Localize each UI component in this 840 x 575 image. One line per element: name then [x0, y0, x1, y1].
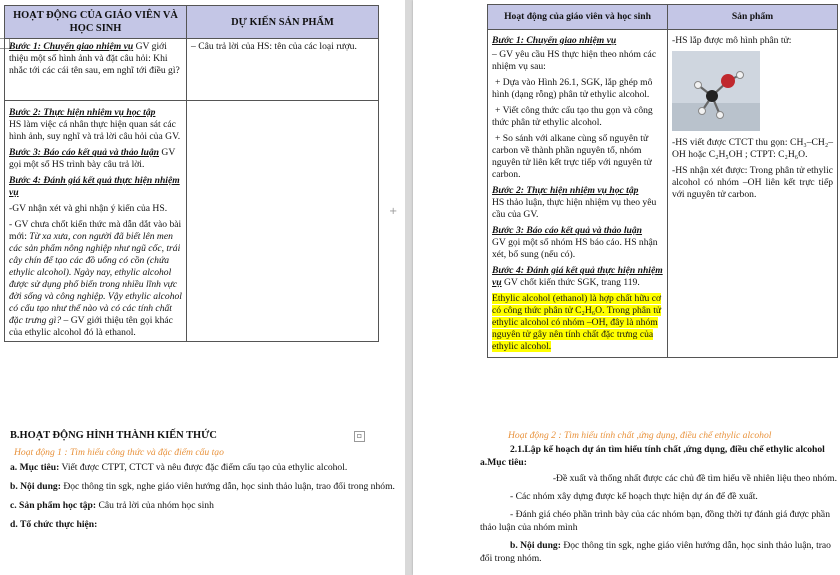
r-step4-text: GV chốt kiến thức SGK, trang 119.: [501, 276, 640, 288]
ethanol-molecule-model-image: [672, 51, 760, 131]
r-step1-p2: + Dựa vào Hình 26.1, SGK, lắp ghép mô hình (dạng rỗng) phân tử ethylic alcohol.: [492, 76, 653, 100]
step4-title: Bước 4: Đánh giá kết quả thực hiện nhiệm vụ: [9, 174, 180, 198]
step4-intro-italic: Từ xa xưa, con người đã biết lên men các sản phẩm nông nghiệp như ngũ cốc, trái cây chín để tạo các đồ uống có cồn (chứa ethylic alcohol). Ngày nay, ethylic alcohol được sử dụng phổ biến trong nhiều lĩnh vực đời sống và công nghiệp. Vậy ethylic alcohol có cấu tạo như thế nào và có các tính chất đặc trưng gì? –: [9, 230, 182, 326]
step4-feedback: -GV nhận xét và ghi nhận ý kiến của HS.: [9, 202, 168, 214]
r-step1-p1: – GV yêu cầu HS thực hiện theo nhóm các nhiệm vụ sau:: [492, 48, 657, 72]
objective-text: Viết được CTPT, CTCT và nêu được đặc điểm cấu tạo của ethylic alcohol.: [59, 462, 348, 473]
activity2-title: Hoạt động 2 : Tìm hiểu tính chất ,ứng dụng, điều chế ethylic alcohol: [508, 430, 772, 441]
ethanol-summary-highlight: Ethylic alcohol (ethanol) là hợp chất hữu cơ có công thức phân tử C₂H₆O. Trong phân tử ethylic alcohol có nhóm –OH, đây là nhóm nguyên tử gây nên tính chất đặc trưng của ethylic alcohol.: [492, 292, 662, 352]
section-heading: B.HOẠT ĐỘNG HÌNH THÀNH KIẾN THỨC: [10, 430, 217, 441]
steps-2-4-cell: [5, 101, 187, 342]
product-label: c. Sản phẩm học tập:: [10, 499, 97, 511]
objectives-block: [0, 462, 395, 536]
r-step2-title: Bước 2: Thực hiện nhiệm vụ học tập: [492, 184, 639, 196]
r-step3-title: Bước 3: Báo cáo kết quả và thảo luận: [492, 224, 643, 236]
content-text: Đọc thông tin sgk, nghe giáo viên hướng dẫn, học sinh thảo luận, trao đổi trong nhóm.: [60, 480, 395, 492]
activity1-title: Hoạt động 1 : Tìm hiểu công thức và đặc điểm cấu tạo: [14, 447, 224, 458]
step4-tail: GV giới thiệu tên gọi khác của ethylic alcohol đó là ethanol.: [9, 314, 173, 338]
document-page-left: [0, 0, 405, 575]
right-steps-cell: [488, 30, 668, 358]
prod-observation: -HS nhận xét được: Trong phân tử ethylic alcohol có nhóm –OH liên kết trực tiếp với nguyên tử carbon.: [672, 164, 833, 200]
table-header-product: Sản phẩm: [668, 5, 838, 30]
step1-text: GV giới thiệu một số hình ảnh và đặt câu hỏi: Khi nhắc tới các cái tên sau, em nghĩ tới điều gì?: [9, 41, 180, 76]
prod-formula: -HS viết được CTCT thu gọn: CH₃–CH₂–OH hoặc C₂H₅OH ; CTPT: C₂H₆O.: [672, 136, 833, 160]
plan-content-text: Đọc thông tin sgk, nghe giáo viên hướng dẫn, học sinh thảo luận, trao đổi trong nhóm.: [480, 539, 831, 564]
steps-2-4-product-cell: [187, 101, 379, 342]
activity-table-right: [487, 4, 838, 358]
step1-product-cell: – Câu trả lời của HS: tên của các loại rượu.: [187, 39, 379, 101]
table-header-expected-product: DỰ KIẾN SẢN PHẨM: [187, 6, 379, 39]
activity-table-left: [4, 5, 379, 342]
right-product-cell: [668, 30, 838, 358]
prod-model: -HS lắp được mô hình phân tử:: [672, 35, 792, 46]
plan-content-label: b. Nội dung:: [510, 539, 561, 551]
step1-title: Bước 1: Chuyển giao nhiệm vụ: [9, 41, 134, 52]
plan-block: [480, 444, 837, 570]
r-step2-text: HS thảo luận, thực hiện nhiệm vụ theo yêu cầu của GV.: [492, 196, 657, 220]
plan-objective-2: - Các nhóm xây dựng được kế hoạch thực hiện dự án để đề xuất.: [510, 490, 758, 502]
r-step3-text: GV gọi một số nhóm HS báo cáo. HS nhận xét, bổ sung (nếu có).: [492, 236, 658, 260]
r-step1-title: Bước 1: Chuyển giao nhiệm vụ: [492, 35, 617, 46]
step2-title: Bước 2: Thực hiện nhiệm vụ học tập: [9, 107, 156, 118]
step3-text: GV gọi một số HS trình bày câu trả lời.: [9, 146, 176, 170]
product-text: Câu trả lời của nhóm học sinh: [96, 499, 214, 511]
table-header-teacher-student: HOẠT ĐỘNG CỦA GIÁO VIÊN VÀ HỌC SINH: [5, 6, 187, 39]
step2-text: HS làm việc cá nhân thực hiện quan sát các hình ảnh, suy nghĩ và trả lời câu hỏi của GV.: [9, 118, 181, 142]
plan-objective-1: -Đề xuất và thống nhất được các chủ đề tìm hiểu về nhiên liệu theo nhóm.: [552, 472, 837, 484]
step1-cell: [5, 39, 187, 101]
r-step1-p3: + Viết công thức cấu tạo thu gọn và công thức phân tử ethylic alcohol.: [492, 104, 653, 128]
organization-label: d. Tổ chức thực hiện:: [10, 518, 98, 530]
step3-title: Bước 3: Báo cáo kết quả và thảo luận: [9, 146, 160, 158]
content-label: b. Nội dung:: [10, 480, 61, 492]
step4-lead: - GV chưa chốt kiến thức mà dẫn dắt vào bài mới:: [9, 218, 182, 242]
plan-objective-label: a.Mục tiêu:: [480, 456, 527, 468]
layout-options-icon[interactable]: ▫: [354, 431, 365, 442]
objective-label: a. Mục tiêu:: [10, 462, 60, 473]
document-page-right: [413, 0, 840, 575]
r-step4-title: Bước 4: Đánh giá kết quả thực hiện nhiệm vụ: [492, 264, 663, 288]
table-insert-plus[interactable]: +: [389, 206, 398, 217]
r-step1-p4: + So sánh với alkane cùng số nguyên tử carbon về thành phần nguyên tố, nhóm nguyên tử liên kết trực tiếp với nguyên tử carbon.: [492, 132, 652, 180]
plan-heading: 2.1.Lập kế hoạch dự án tìm hiểu tính chất ,ứng dụng, điều chế ethylic alcohol: [510, 444, 825, 455]
page-gutter: [405, 0, 413, 575]
table-header-activities: Hoạt động của giáo viên và học sinh: [488, 5, 668, 30]
plan-objective-3: - Đánh giá chéo phần trình bày của các nhóm bạn, đồng thời tự đánh giá được phần thảo luận của nhóm mình: [480, 508, 830, 533]
table-move-handle[interactable]: ⁞: [0, 38, 10, 49]
